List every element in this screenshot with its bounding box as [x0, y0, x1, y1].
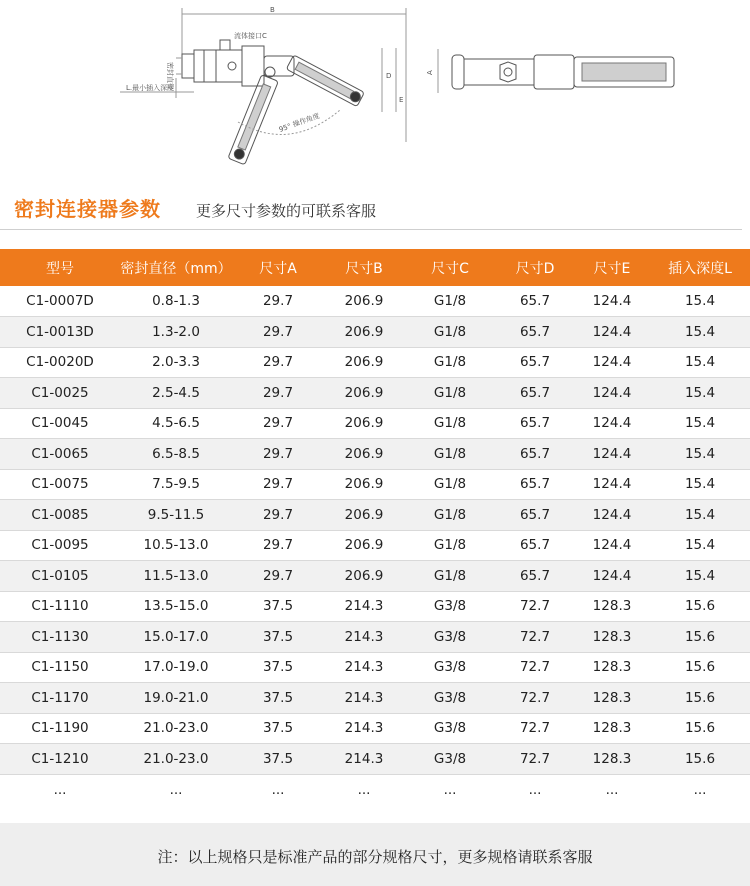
table-row [0, 591, 750, 622]
header-seal-diameter: 密封直径（mm） [120, 260, 232, 277]
cell-dim-b: 206.9 [324, 500, 404, 531]
cell-seal-diameter: 17.0-19.0 [120, 652, 232, 683]
cell-insert-depth: 15.4 [650, 347, 750, 378]
cell-dim-b: 206.9 [324, 317, 404, 348]
cell-dim-a: 29.7 [232, 439, 324, 470]
cell-dim-c: G3/8 [404, 713, 496, 744]
cell-dim-d: 65.7 [496, 347, 574, 378]
cell-dim-d: 65.7 [496, 469, 574, 500]
cell-dim-e: 124.4 [574, 439, 650, 470]
table-row [0, 622, 750, 653]
cell-dim-b: 206.9 [324, 408, 404, 439]
table-row [0, 286, 750, 317]
cell-dim-c: G3/8 [404, 591, 496, 622]
cell-insert-depth: 15.6 [650, 683, 750, 714]
technical-drawings [0, 0, 750, 180]
cell-dim-e: 124.4 [574, 378, 650, 409]
cell-dim-a: 37.5 [232, 622, 324, 653]
cell-dim-e: 124.4 [574, 347, 650, 378]
cell-dim-a: 29.7 [232, 561, 324, 592]
cell-dim-c: G3/8 [404, 652, 496, 683]
cell-insert-depth: 15.6 [650, 652, 750, 683]
cell-dim-b: 206.9 [324, 439, 404, 470]
top-view-drawing [426, 35, 690, 115]
table-row [0, 408, 750, 439]
cell-insert-depth: 15.6 [650, 744, 750, 775]
cell-dim-d: 65.7 [496, 530, 574, 561]
cell-dim-c: G1/8 [404, 561, 496, 592]
cell-seal-diameter: 9.5-11.5 [120, 500, 232, 531]
cell-dim-a: 37.5 [232, 683, 324, 714]
cell-dim-d: 72.7 [496, 683, 574, 714]
cell-dim-d: ... [528, 781, 542, 798]
cell-seal-diameter: 21.0-23.0 [120, 713, 232, 744]
cell-seal-diameter: 0.8-1.3 [120, 286, 232, 317]
cell-insert-depth: 15.4 [650, 378, 750, 409]
cell-dim-c: G1/8 [404, 317, 496, 348]
cell-dim-c: G1/8 [404, 530, 496, 561]
header-dim-a: 尺寸A [259, 260, 297, 277]
cell-insert-depth: 15.6 [650, 713, 750, 744]
cell-dim-e: 124.4 [574, 500, 650, 531]
cell-dim-c: G1/8 [404, 439, 496, 470]
title-divider [0, 229, 742, 230]
cell-model: C1-0020D [0, 347, 120, 378]
header-dim-d: 尺寸D [515, 260, 555, 277]
cell-insert-depth: 15.4 [650, 408, 750, 439]
cell-dim-e: 128.3 [574, 713, 650, 744]
cell-insert-depth: 15.6 [650, 591, 750, 622]
table-row [0, 530, 750, 561]
cell-insert-depth: 15.4 [650, 439, 750, 470]
cell-seal-diameter: 19.0-21.0 [120, 683, 232, 714]
table-body [0, 286, 750, 805]
dim-d-label: D [386, 72, 392, 80]
cell-dim-d: 65.7 [496, 500, 574, 531]
cell-dim-a: ... [271, 781, 285, 798]
cell-model: C1-0095 [0, 530, 120, 561]
table-row [0, 744, 750, 775]
spec-table [0, 249, 750, 805]
cell-dim-e: 124.4 [574, 286, 650, 317]
header-dim-c: 尺寸C [431, 260, 469, 277]
spec-table-wrapper [0, 249, 750, 805]
cell-dim-e: 124.4 [574, 317, 650, 348]
footer-note: 注：以上规格只是标准产品的部分规格尺寸，更多规格请联系客服 [157, 848, 593, 866]
header-insert-depth: 插入深度L [668, 260, 732, 277]
cell-dim-b: 206.9 [324, 286, 404, 317]
cell-seal-diameter: 21.0-23.0 [120, 744, 232, 775]
cell-model: C1-1150 [0, 652, 120, 683]
table-row [0, 469, 750, 500]
cell-dim-a: 29.7 [232, 500, 324, 531]
cell-dim-d: 72.7 [496, 744, 574, 775]
cell-dim-e: ... [605, 781, 619, 798]
cell-dim-d: 65.7 [496, 317, 574, 348]
cell-dim-a: 29.7 [232, 469, 324, 500]
dim-b-label: B [270, 6, 275, 14]
min-depth-label: L.最小插入深度 [126, 84, 175, 92]
cell-dim-b: 214.3 [324, 744, 404, 775]
table-row [0, 652, 750, 683]
cell-model: C1-0025 [0, 378, 120, 409]
cell-dim-b: 214.3 [324, 622, 404, 653]
cell-dim-a: 29.7 [232, 347, 324, 378]
cell-dim-b: 214.3 [324, 683, 404, 714]
table-row [0, 317, 750, 348]
cell-insert-depth: 15.4 [650, 530, 750, 561]
cell-dim-d: 72.7 [496, 713, 574, 744]
cell-dim-c: G1/8 [404, 500, 496, 531]
dim-a-label: A [426, 70, 434, 75]
cell-dim-e: 124.4 [574, 408, 650, 439]
fluid-port-label: 流体接口C [234, 32, 267, 40]
table-row [0, 378, 750, 409]
table-header-row [0, 249, 750, 286]
table-row [0, 439, 750, 470]
cell-dim-b: 206.9 [324, 378, 404, 409]
cell-dim-c: G1/8 [404, 408, 496, 439]
cell-model: C1-1190 [0, 713, 120, 744]
cell-dim-c: G3/8 [404, 622, 496, 653]
cell-dim-a: 37.5 [232, 591, 324, 622]
cell-insert-depth: 15.4 [650, 286, 750, 317]
cell-dim-a: 37.5 [232, 713, 324, 744]
cell-dim-c: G1/8 [404, 378, 496, 409]
cell-model: C1-0007D [0, 286, 120, 317]
cell-dim-b: 206.9 [324, 347, 404, 378]
cell-dim-d: 65.7 [496, 286, 574, 317]
cell-dim-c: ... [443, 781, 457, 798]
cell-dim-b: 214.3 [324, 652, 404, 683]
cell-dim-e: 128.3 [574, 622, 650, 653]
cell-seal-diameter: 7.5-9.5 [120, 469, 232, 500]
cell-dim-a: 37.5 [232, 652, 324, 683]
cell-dim-a: 37.5 [232, 744, 324, 775]
header-dim-e: 尺寸E [593, 260, 631, 277]
cell-dim-c: G1/8 [404, 286, 496, 317]
table-row [0, 500, 750, 531]
cell-insert-depth: 15.4 [650, 561, 750, 592]
cell-seal-diameter: 2.0-3.3 [120, 347, 232, 378]
cell-dim-a: 29.7 [232, 317, 324, 348]
cell-dim-b: 206.9 [324, 561, 404, 592]
cell-dim-c: G1/8 [404, 347, 496, 378]
cell-model: ... [53, 781, 67, 798]
cell-dim-b: 214.3 [324, 713, 404, 744]
table-row [0, 561, 750, 592]
cell-dim-d: 65.7 [496, 408, 574, 439]
seal-dia-label: 密封直径 [166, 62, 174, 90]
cell-seal-diameter: ... [169, 781, 183, 798]
cell-model: C1-1130 [0, 622, 120, 653]
cell-dim-d: 65.7 [496, 378, 574, 409]
cell-model: C1-0065 [0, 439, 120, 470]
cell-dim-d: 65.7 [496, 561, 574, 592]
cell-model: C1-1210 [0, 744, 120, 775]
table-row [0, 683, 750, 714]
cell-model: C1-0085 [0, 500, 120, 531]
cell-dim-c: G1/8 [404, 469, 496, 500]
cell-seal-diameter: 13.5-15.0 [120, 591, 232, 622]
cell-insert-depth: 15.6 [650, 622, 750, 653]
cell-dim-e: 128.3 [574, 591, 650, 622]
cell-dim-e: 128.3 [574, 683, 650, 714]
cell-seal-diameter: 1.3-2.0 [120, 317, 232, 348]
cell-dim-c: G3/8 [404, 683, 496, 714]
cell-dim-e: 124.4 [574, 469, 650, 500]
cell-dim-b: 206.9 [324, 469, 404, 500]
cell-model: C1-0105 [0, 561, 120, 592]
cell-seal-diameter: 4.5-6.5 [120, 408, 232, 439]
cell-insert-depth: 15.4 [650, 469, 750, 500]
dim-e-label: E [399, 96, 404, 104]
cell-dim-a: 29.7 [232, 530, 324, 561]
cell-model: C1-0045 [0, 408, 120, 439]
cell-dim-b: ... [357, 781, 371, 798]
cell-dim-e: 128.3 [574, 652, 650, 683]
cell-dim-c: G3/8 [404, 744, 496, 775]
header-dim-b: 尺寸B [345, 260, 383, 277]
cell-dim-d: 72.7 [496, 622, 574, 653]
cell-seal-diameter: 15.0-17.0 [120, 622, 232, 653]
table-row [0, 713, 750, 744]
cell-insert-depth: 15.4 [650, 500, 750, 531]
cell-dim-e: 128.3 [574, 744, 650, 775]
cell-dim-b: 206.9 [324, 530, 404, 561]
section-subtitle: 更多尺寸参数的可联系客服 [196, 202, 377, 220]
section-title: 密封连接器参数 [14, 197, 161, 221]
cell-model: C1-0013D [0, 317, 120, 348]
cell-seal-diameter: 11.5-13.0 [120, 561, 232, 592]
cell-seal-diameter: 2.5-4.5 [120, 378, 232, 409]
cell-model: C1-1110 [0, 591, 120, 622]
angle-label: 95° 操作角度 [277, 111, 321, 134]
cell-seal-diameter: 6.5-8.5 [120, 439, 232, 470]
cell-dim-d: 65.7 [496, 439, 574, 470]
cell-dim-d: 72.7 [496, 591, 574, 622]
cell-dim-e: 124.4 [574, 530, 650, 561]
header-model: 型号 [46, 260, 74, 277]
cell-insert-depth: 15.4 [650, 317, 750, 348]
table-row [0, 347, 750, 378]
cell-seal-diameter: 10.5-13.0 [120, 530, 232, 561]
cell-insert-depth: ... [693, 781, 707, 798]
cell-dim-a: 29.7 [232, 286, 324, 317]
table-row [0, 774, 750, 805]
cell-dim-a: 29.7 [232, 378, 324, 409]
cell-dim-d: 72.7 [496, 652, 574, 683]
cell-model: C1-0075 [0, 469, 120, 500]
cell-dim-e: 124.4 [574, 561, 650, 592]
cell-model: C1-1170 [0, 683, 120, 714]
cell-dim-b: 214.3 [324, 591, 404, 622]
cell-dim-a: 29.7 [232, 408, 324, 439]
